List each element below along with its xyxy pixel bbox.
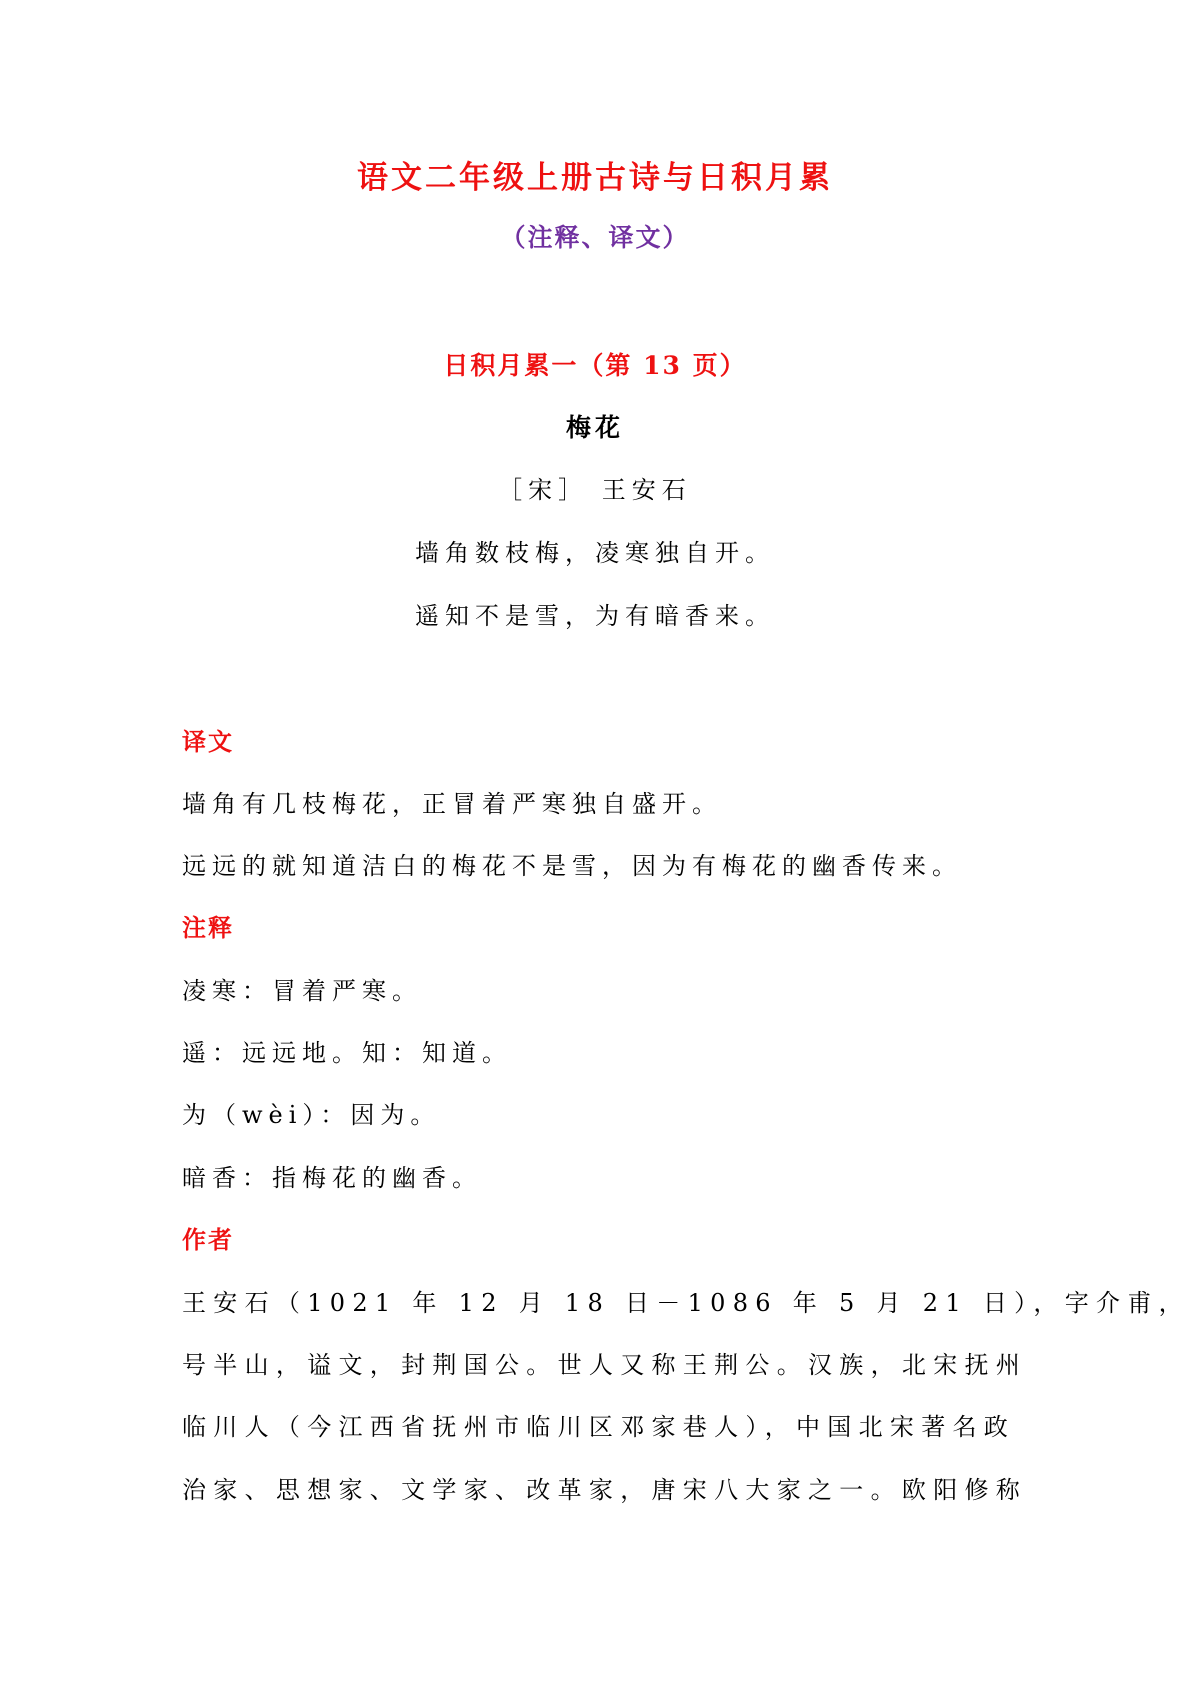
note-line: 遥：远远地。知：知道。	[182, 1039, 512, 1067]
author-bio-line: 治家、思想家、文学家、改革家，唐宋八大家之一。欧阳修称	[182, 1476, 1028, 1504]
translation-line: 墙角有几枝梅花，正冒着严寒独自盛开。	[182, 790, 722, 818]
note-line: 凌寒：冒着严寒。	[182, 977, 422, 1005]
author-bio-line: 临川人（今江西省抚州市临川区邓家巷人），中国北宋著名政	[182, 1413, 1016, 1441]
author-bio-line: 号半山，谥文，封荆国公。世人又称王荆公。汉族，北宋抚州	[182, 1351, 1028, 1379]
section-heading: 日积月累一（第 13 页）	[443, 351, 747, 380]
document-subtitle: （注释、译文）	[500, 223, 690, 252]
poem-author: ［宋］ 王安石	[498, 476, 692, 504]
translation-label: 译文	[182, 727, 234, 756]
poem-line: 遥知不是雪，为有暗香来。	[415, 602, 775, 630]
author-label: 作者	[182, 1225, 234, 1254]
author-bio-line: 王安石（1021 年 12 月 18 日－1086 年 5 月 21 日），字介甫，	[182, 1289, 1190, 1317]
notes-label: 注释	[182, 913, 234, 942]
translation-line: 远远的就知道洁白的梅花不是雪，因为有梅花的幽香传来。	[182, 852, 962, 880]
document-title: 语文二年级上册古诗与日积月累	[357, 160, 833, 196]
poem-title: 梅花	[565, 413, 624, 442]
note-line: 暗香：指梅花的幽香。	[182, 1164, 482, 1192]
poem-line: 墙角数枝梅，凌寒独自开。	[415, 539, 775, 567]
note-line: 为（wèi）：因为。	[182, 1101, 441, 1129]
